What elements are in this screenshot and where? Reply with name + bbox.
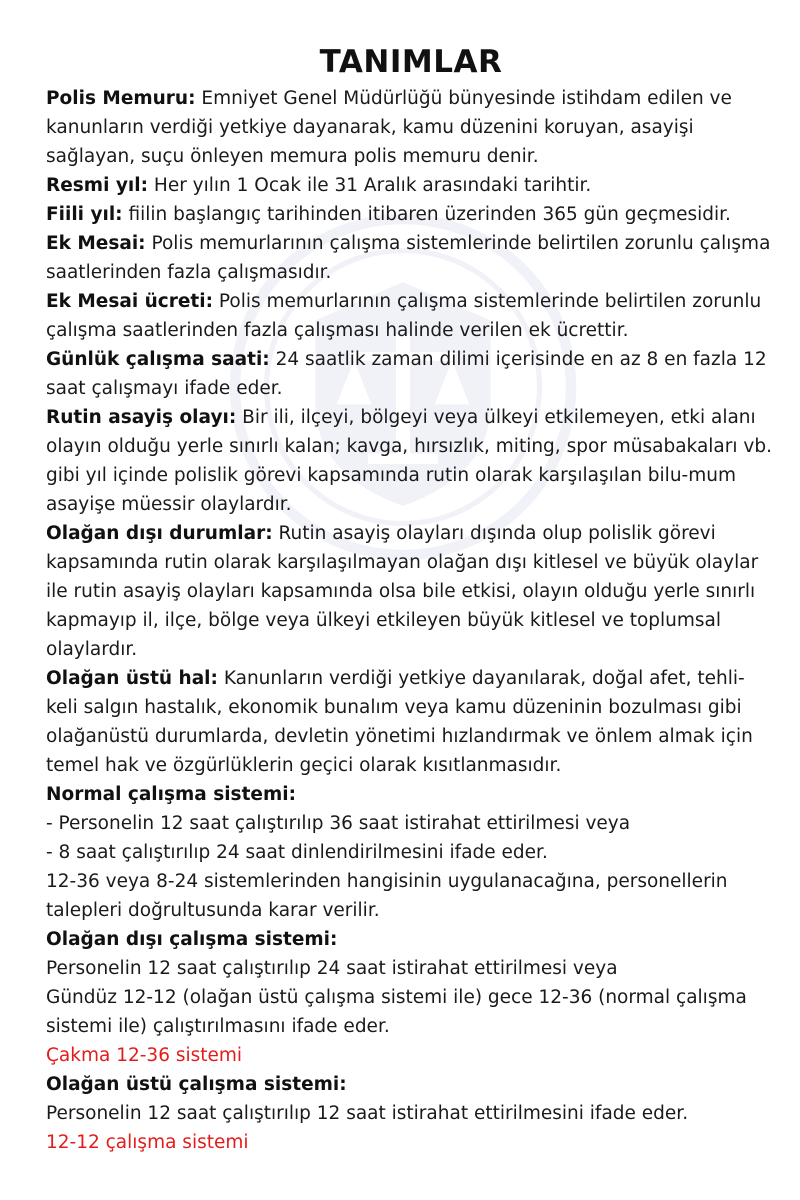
- definition-term: Ek Mesai ücreti:: [46, 291, 214, 312]
- definition-ek-mesai: [46, 229, 776, 287]
- definition-olagan-disi-durumlar: [46, 519, 776, 664]
- note-red: Çakma 12-36 sistemi: [46, 1045, 243, 1066]
- definition-text: 24 saatlik zaman dilimi içerisinde en az 8 en fazla 12 saat çalışmayı ifade eder.: [46, 349, 767, 399]
- definition-gunluk-calisma-saati: [46, 345, 776, 403]
- definition-text: Emniyet Genel Müdürlüğü bünyesinde istihdam edilen ve kanunların verdiği yetkiye dayanarak, kamu düzenini koruyan, asayişi sağlayan, suçu önleyen memura polis memuru denir.: [46, 88, 732, 167]
- definition-text: Kanunların verdiği yetkiye dayanılarak, doğal afet, tehli-keli salgın hastalık, ekonomik bunalım veya kamu düzeninin bozulması gibi olağanüstü durumlarda, devletin yönetimi hızlandırmak ve önlem almak için temel hak ve özgürlüklerin geçici olarak kısıtlanmasıdır.: [46, 668, 753, 776]
- section-heading-extraordinary: Olağan dışı çalışma sistemi:: [46, 929, 338, 950]
- definition-text: fiilin başlangıç tarihinden itibaren üzerinden 365 gün geçmesidir.: [128, 204, 731, 225]
- definition-fiili-yil: [46, 200, 776, 229]
- definition-term: Ek Mesai:: [46, 233, 146, 254]
- definition-polis-memuru: [46, 84, 776, 171]
- document-body: [46, 42, 776, 1157]
- definition-text: Bir ili, ilçeyi, bölgeyi veya ülkeyi etkilemeyen, etki alanı olayın olduğu yerle sınırlı kalan; kavga, hırsızlık, miting, spor müsabakaları vb. gibi yıl içinde polislik görevi kapsamında rutin olarak karşılaşılan bilu-mum asayişe müessir olaylardır.: [46, 407, 772, 515]
- text-line: Personelin 12 saat çalıştırılıp 12 saat istirahat ettirilmesini ifade eder.: [46, 1103, 689, 1124]
- definition-text: Polis memurlarının çalışma sistemlerinde belirtilen zorunlu çalışma saatlerinden fazla çalışması halinde verilen ek ücrettir.: [46, 291, 762, 341]
- section-heading-emergency: Olağan üstü çalışma sistemi:: [46, 1074, 347, 1095]
- definition-text: Her yılın 1 Ocak ile 31 Aralık arasındaki tarihtir.: [153, 175, 592, 196]
- definition-term: Olağan dışı durumlar:: [46, 523, 273, 544]
- definition-term: Olağan üstü hal:: [46, 668, 218, 689]
- paragraph-normal: 12-36 veya 8-24 sistemlerinden hangisinin uygulanacağına, personellerin talepleri doğrultusunda karar verilir.: [46, 871, 728, 921]
- definition-term: Resmi yıl:: [46, 175, 149, 196]
- note-red: 12-12 çalışma sistemi: [46, 1132, 249, 1153]
- definition-term: Polis Memuru:: [46, 88, 196, 109]
- definition-ek-mesai-ucreti: [46, 287, 776, 345]
- definition-olagan-ustu-hal: [46, 664, 776, 780]
- paragraph-extraordinary: Gündüz 12-12 (olağan üstü çalışma sistemi ile) gece 12-36 (normal çalışma sistemi ile) çalıştırılmasını ifade eder.: [46, 987, 747, 1037]
- definition-rutin-asayis-olayi: [46, 403, 776, 519]
- definition-resmi-yil: [46, 171, 776, 200]
- definition-term: Fiili yıl:: [46, 204, 123, 225]
- text-line: Personelin 12 saat çalıştırılıp 24 saat istirahat ettirilmesi veya: [46, 958, 618, 979]
- list-item: - Personelin 12 saat çalıştırılıp 36 saat istirahat ettirilmesi veya: [46, 813, 631, 834]
- definition-text: Polis memurlarının çalışma sistemlerinde belirtilen zorunlu çalışma saatlerinden fazla çalışmasıdır.: [46, 233, 771, 283]
- definition-text: Rutin asayiş olayları dışında olup polislik görevi kapsamında rutin olarak karşılaşılmayan olağan dışı kitlesel ve büyük olaylar ile rutin asayiş olayları kapsamında olsa bile etkisi, olayın olduğu yerle sınırlı kapmayıp il, ilçe, bölge veya ülkeyi etkileyen büyük kitlesel ve toplumsal olaylardır.: [46, 523, 759, 660]
- page-title: TANIMLAR: [319, 44, 503, 80]
- definition-term: Günlük çalışma saati:: [46, 349, 270, 370]
- section-heading-normal: Normal çalışma sistemi:: [46, 784, 296, 805]
- definition-term: Rutin asayiş olayı:: [46, 407, 237, 428]
- list-item: - 8 saat çalıştırılıp 24 saat dinlendirilmesini ifade eder.: [46, 842, 548, 863]
